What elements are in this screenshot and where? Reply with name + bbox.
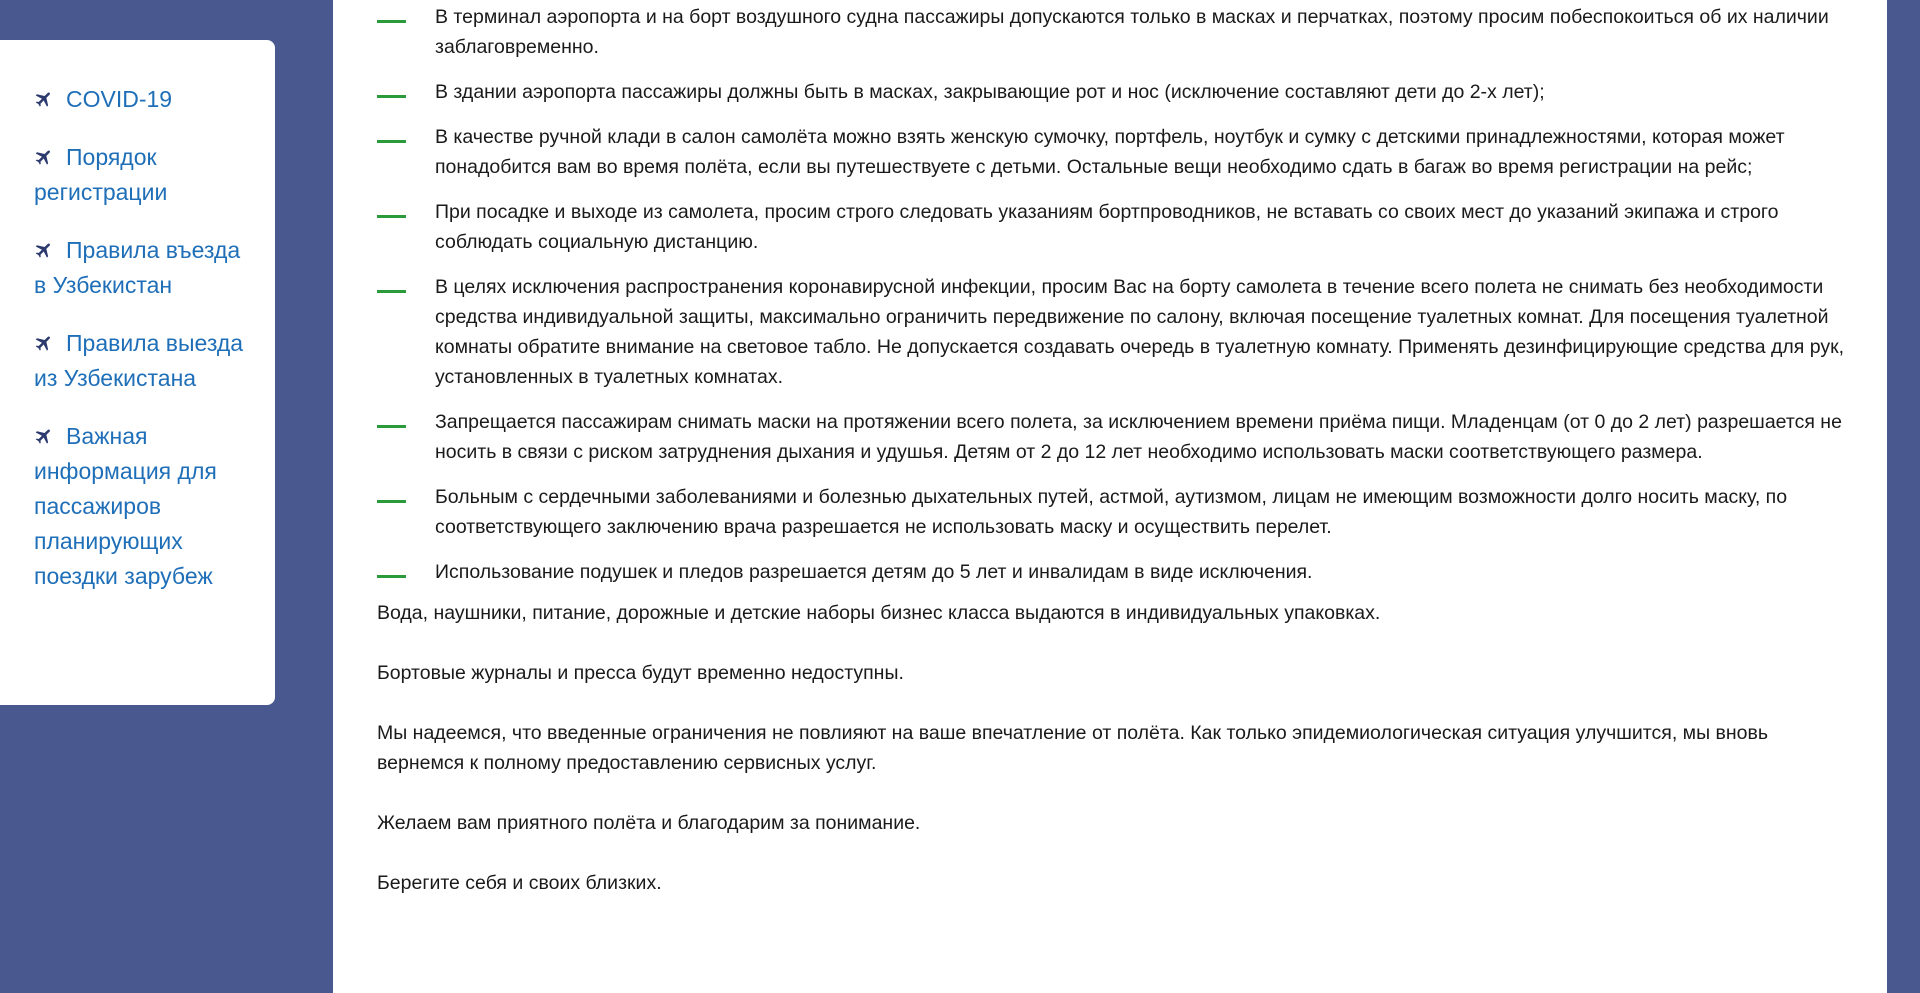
list-item (377, 482, 1887, 542)
rule-text: В целях исключения распространения коронавирусной инфекции, просим Вас на борту самолета в течение всего полета не снимать без необходимости средства индивидуальной защиты, максимально ограничить передвижение по салону, включая посещение туалетных комнат. Для посещения туалетной комнаты обратите внимание на световое табло. Не допускается создавать очередь в туалетную комнату. Применять дезинфицирующие средства для рук, установленных в туалетных комнатах. (435, 276, 1845, 388)
sidebar-item-covid-19[interactable] (34, 82, 255, 117)
list-item (377, 77, 1887, 107)
rule-text: Запрещается пассажирам снимать маски на протяжении всего полета, за исключением времени приёма пищи. Младенцам (от 0 до 2 лет) разрешается не носить в связи с риском затруднения дыхания и удушья. Детям от 2 до 12 лет необходимо использовать маски соответствующего размера. (435, 411, 1842, 463)
dash-bullet-icon (377, 20, 406, 23)
sidebar-item-label: Порядок регистрации (34, 144, 168, 205)
wish-paragraph: Желаем вам приятного полёта и благодарим за понимание. (377, 812, 921, 834)
list-item (377, 122, 1887, 182)
rule-text: В терминал аэропорта и на борт воздушного судна пассажиры допускаются только в масках и перчатках, поэтому просим побеспокоиться об их наличии заблаговременно. (435, 6, 1829, 58)
sidebar-item-important-info[interactable] (34, 419, 255, 594)
sidebar-nav (0, 40, 275, 705)
dash-bullet-icon (377, 95, 406, 98)
plane-icon (34, 240, 54, 260)
care-paragraph: Берегите себя и своих близких. (377, 872, 662, 894)
rule-text: Больным с сердечными заболеваниями и болезнью дыхательных путей, астмой, аутизмом, лицам не имеющим возможности долго носить маску, по соответствующего заключению врача разрешается не использовать маску и осуществить перелет. (435, 486, 1788, 538)
dash-bullet-icon (377, 140, 406, 143)
plane-icon (34, 426, 54, 446)
list-item (377, 557, 1887, 587)
sidebar-item-label: COVID-19 (66, 86, 173, 112)
dash-bullet-icon (377, 290, 406, 293)
service-paragraph: Вода, наушники, питание, дорожные и детские наборы бизнес класса выдаются в индивидуальных упаковках. (377, 602, 1381, 624)
press-paragraph: Бортовые журналы и пресса будут временно недоступны. (377, 662, 904, 684)
sidebar-item-registration[interactable] (34, 140, 255, 210)
dash-bullet-icon (377, 500, 406, 503)
rules-list (377, 2, 1887, 587)
list-item (377, 197, 1887, 257)
sidebar-item-exit-rules[interactable] (34, 326, 255, 396)
sidebar-item-entry-rules[interactable] (34, 233, 255, 303)
dash-bullet-icon (377, 425, 406, 428)
rule-text: В здании аэропорта пассажиры должны быть в масках, закрывающие рот и нос (исключение составляют дети до 2-х лет); (435, 81, 1545, 103)
plane-icon (34, 89, 54, 109)
dash-bullet-icon (377, 215, 406, 218)
plane-icon (34, 333, 54, 353)
sidebar-item-label: Правила выезда из Узбекистана (34, 330, 244, 391)
rule-text: В качестве ручной клади в салон самолёта можно взять женскую сумочку, портфель, ноутбук и сумку с детскими принадлежностями, которая может понадобится вам во время полёта, если вы путешествуете с детьми. Остальные вещи необходимо сдать в багаж во время регистрации на рейс; (435, 126, 1785, 178)
plane-icon (34, 147, 54, 167)
main-content (333, 0, 1887, 993)
hope-paragraph: Мы надеемся, что введенные ограничения не повлияют на ваше впечатление от полёта. Как только эпидемиологическая ситуация улучшится, мы вновь вернемся к полному предоставлению сервисных услуг. (377, 722, 1768, 774)
rule-text: Использование подушек и пледов разрешается детям до 5 лет и инвалидам в виде исключения. (435, 561, 1313, 583)
rule-text: При посадке и выходе из самолета, просим строго следовать указаниям бортпроводников, не вставать со своих мест до указаний экипажа и строго соблюдать социальную дистанцию. (435, 201, 1779, 253)
list-item (377, 407, 1887, 467)
sidebar-item-label: Правила въезда в Узбекистан (34, 237, 241, 298)
dash-bullet-icon (377, 575, 406, 578)
sidebar-item-label: Важная информация для пассажиров планирующих поездки зарубеж (34, 423, 217, 589)
list-item (377, 2, 1887, 62)
list-item (377, 272, 1887, 392)
